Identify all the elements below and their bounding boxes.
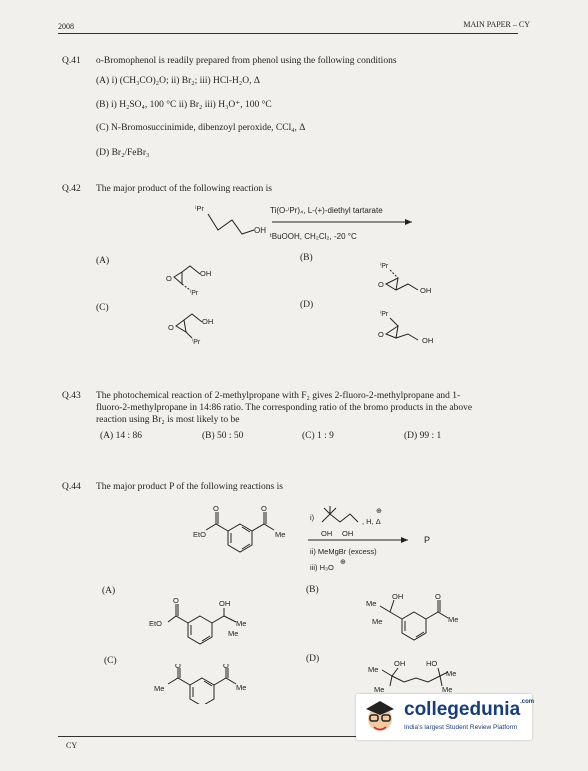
- collegedunia-watermark: [356, 694, 535, 740]
- svg-text:OH: OH: [321, 529, 333, 538]
- q42-structure-c: [162, 310, 232, 350]
- q43-option-d: (D) 99 : 1: [404, 431, 442, 441]
- student-logo-icon: [360, 697, 400, 737]
- q44-option-a-label: (A): [102, 586, 116, 596]
- q41-option-d: (D) Br₂/FeBr₃: [96, 148, 150, 158]
- q41-stem: o-Bromophenol is readily prepared from phenol using the following conditions: [96, 56, 397, 66]
- q42-option-b-label: (B): [300, 253, 313, 263]
- q43-number: Q.43: [62, 391, 81, 401]
- q43-option-b: (B) 50 : 50: [202, 431, 244, 441]
- q42-option-c-label: (C): [96, 303, 109, 313]
- q41-number: Q.41: [62, 56, 81, 66]
- q43-stem-line-1: The photochemical reaction of 2-methylpropane with F₂ gives 2-fluoro-2-methylpropane and 1-: [96, 391, 461, 401]
- svg-text:O: O: [166, 274, 172, 283]
- svg-text:OH: OH: [219, 599, 231, 608]
- q44-reactant-ring: [228, 524, 252, 552]
- svg-text:OH: OH: [392, 592, 404, 601]
- header-year: 2008: [58, 22, 74, 31]
- svg-text:, H, Δ: , H, Δ: [362, 517, 381, 526]
- q42-reactant-chain: [208, 214, 254, 234]
- q41-option-c: (C) N-Bromosuccinimide, dibenzoyl peroxide, CCl₄, Δ: [96, 123, 306, 133]
- svg-text:Me: Me: [448, 615, 459, 624]
- svg-text:OH: OH: [342, 529, 354, 538]
- q44-option-c-label: (C): [104, 656, 117, 666]
- brand-tagline: India's largest Student Review Platform: [404, 724, 518, 731]
- svg-text:OH: OH: [394, 659, 406, 668]
- q44-structure-d: [360, 656, 470, 696]
- svg-text:O: O: [213, 504, 219, 513]
- svg-text:Me: Me: [374, 685, 385, 694]
- q42-reagent-top: Ti(O-ⁱPr)₄, L-(+)-diethyl tartarate: [270, 206, 383, 215]
- svg-text:Me: Me: [236, 683, 247, 692]
- svg-text:O: O: [173, 596, 179, 605]
- svg-text:O: O: [168, 323, 174, 332]
- svg-text:i): i): [310, 513, 315, 522]
- q44-number: Q.44: [62, 482, 81, 492]
- q42-reactant-ipr: ⁱPr: [195, 204, 204, 213]
- q42-option-a-label: (A): [96, 256, 110, 266]
- svg-text:ii) MeMgBr (excess): ii) MeMgBr (excess): [310, 547, 377, 556]
- q44-structure-b: [364, 590, 474, 642]
- q44-structure-c: [150, 664, 260, 704]
- header-rule: [58, 33, 518, 34]
- svg-text:Me: Me: [446, 669, 457, 678]
- q42-structure-b: [368, 258, 448, 298]
- svg-text:OH: OH: [422, 336, 434, 345]
- svg-text:Me: Me: [368, 665, 379, 674]
- q44-structure-a: [146, 596, 256, 646]
- svg-text:Me: Me: [154, 684, 165, 693]
- q44-option-d-label: (D): [306, 654, 320, 664]
- q42-reaction-scheme: [190, 198, 420, 250]
- svg-text:O: O: [435, 592, 441, 601]
- svg-text:⊕: ⊕: [340, 559, 346, 566]
- svg-text:O: O: [261, 504, 267, 513]
- svg-text:ⁱPr: ⁱPr: [192, 339, 201, 346]
- svg-text:Me: Me: [228, 629, 239, 638]
- svg-text:EtO: EtO: [149, 619, 162, 628]
- svg-text:iii) H₃O: iii) H₃O: [310, 563, 334, 572]
- svg-text:Me: Me: [275, 530, 286, 539]
- svg-text:Me: Me: [372, 617, 383, 626]
- svg-text:OH: OH: [200, 269, 212, 278]
- svg-text:O: O: [175, 664, 181, 670]
- svg-text:HO: HO: [426, 659, 438, 668]
- header-paper: MAIN PAPER – CY: [463, 20, 530, 29]
- svg-text:⊕: ⊕: [376, 508, 382, 515]
- q43-option-c: (C) 1 : 9: [302, 431, 334, 441]
- q42-stem: The major product of the following reaction is: [96, 184, 272, 194]
- svg-text:ⁱPr: ⁱPr: [380, 263, 389, 270]
- q42-option-d-label: (D): [300, 300, 314, 310]
- q43-option-a: (A) 14 : 86: [100, 431, 142, 441]
- svg-text:ⁱPr: ⁱPr: [190, 290, 199, 297]
- footer-code: CY: [66, 741, 78, 750]
- svg-text:O: O: [378, 330, 384, 339]
- brand-name: collegedunia$^{.com}$: [404, 699, 535, 720]
- q44-reaction-scheme: [190, 500, 450, 582]
- svg-text:ⁱPr: ⁱPr: [380, 311, 389, 318]
- q44-product-label: P: [424, 535, 431, 545]
- q43-stem-line-3: reaction using Br₂ is most likely to be: [96, 415, 240, 425]
- svg-text:Me: Me: [236, 619, 247, 628]
- q42-structure-a: [160, 262, 230, 300]
- q43-stem-line-2: fluoro-2-methylpropane in 14:86 ratio. The corresponding ratio of the bromo products in the above: [96, 403, 473, 413]
- q44-stem: The major product P of the following reactions is: [96, 482, 283, 492]
- q42-reactant-oh: OH: [254, 226, 266, 235]
- q42-reagent-bottom: ᵗBuOOH, CH₂Cl₂, -20 °C: [270, 232, 357, 241]
- svg-text:OH: OH: [202, 317, 214, 326]
- svg-text:O: O: [378, 280, 384, 289]
- svg-text:OH: OH: [420, 286, 432, 295]
- svg-text:EtO: EtO: [193, 530, 206, 539]
- q41-option-a: (A) i) (CH₃CO)₂O; ii) Br₂; iii) HCl-H₂O, Δ: [96, 76, 260, 86]
- q41-option-b: (B) i) H₂SO₄, 100 °C ii) Br₂ iii) H₃O⁺, 100 °C: [96, 100, 272, 110]
- q44-option-b-label: (B): [306, 585, 319, 595]
- q42-structure-d: [368, 306, 448, 348]
- svg-text:O: O: [223, 664, 229, 670]
- q42-number: Q.42: [62, 184, 81, 194]
- svg-text:Me: Me: [366, 599, 377, 608]
- svg-text:Me: Me: [442, 685, 453, 694]
